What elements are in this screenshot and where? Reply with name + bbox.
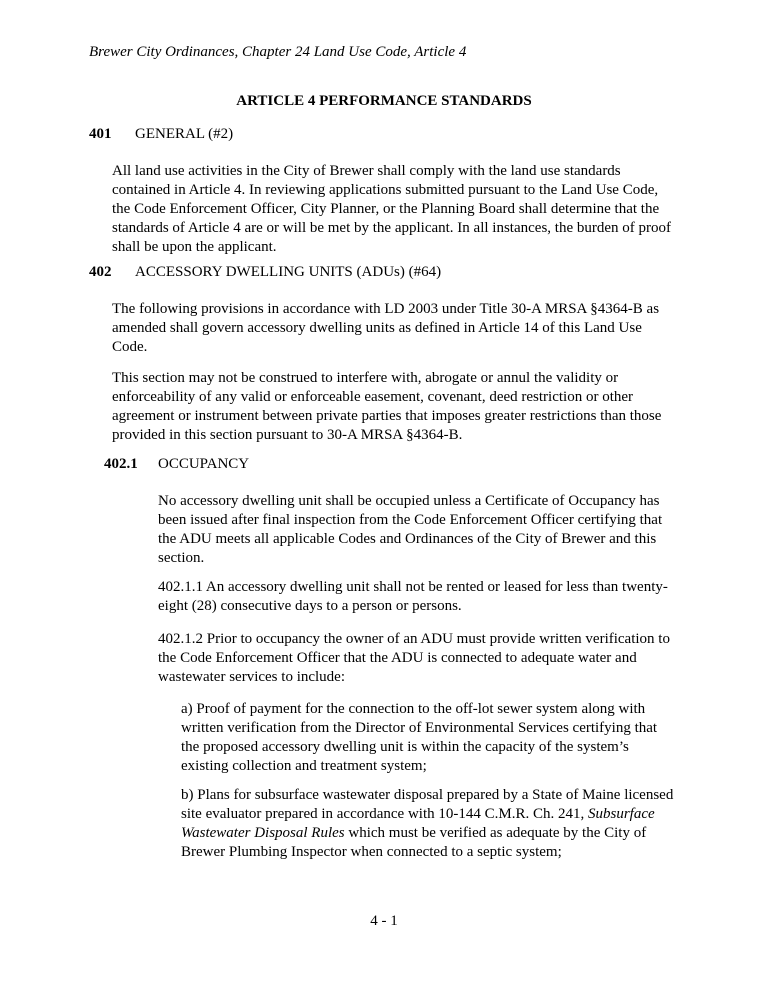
paragraph-402-provisions: The following provisions in accordance with LD 2003 under Title 30-A MRSA §4364-B as amended shall govern accessory dwelling units as defined in Article 14 of this Land Use Code. bbox=[112, 301, 660, 355]
section-label: GENERAL (#2) bbox=[135, 126, 234, 142]
section-number: 402.1 bbox=[104, 456, 138, 472]
article-title: ARTICLE 4 PERFORMANCE STANDARDS bbox=[236, 93, 532, 109]
page-number: 4 - 1 bbox=[370, 913, 398, 929]
section-number: 401 bbox=[89, 126, 112, 142]
paragraph-402-1-1: 402.1.1 An accessory dwelling unit shall not be rented or leased for less than twenty-eight (28) consecutive days to a person or persons. bbox=[158, 579, 668, 614]
paragraph-item-b bbox=[181, 786, 676, 862]
section-label: OCCUPANCY bbox=[158, 456, 250, 472]
running-header: Brewer City Ordinances, Chapter 24 Land Use Code, Article 4 bbox=[89, 44, 467, 60]
item-b-text-end: which must be verified as adequate by the City of Brewer Plumbing Inspector when connected to a septic system; bbox=[181, 825, 647, 860]
section-label: ACCESSORY DWELLING UNITS (ADUs) (#64) bbox=[135, 264, 442, 280]
paragraph-402-1: No accessory dwelling unit shall be occupied unless a Certificate of Occupancy has been issued after final inspection from the Code Enforcement Officer certifying that the ADU meets all applicable Codes and Ordinances of the City of Brewer and this section. bbox=[158, 493, 663, 566]
paragraph-402-1-2: 402.1.2 Prior to occupancy the owner of an ADU must provide written verification to the Code Enforcement Officer that the ADU is connected to adequate water and wastewater services to include: bbox=[158, 631, 670, 685]
item-b-text: b) Plans for subsurface wastewater disposal prepared by a State of Maine licensed site evaluator prepared in accordance with 10-144 C.M.R. Ch. 241, bbox=[181, 787, 674, 822]
paragraph-402-construction: This section may not be construed to interfere with, abrogate or annul the validity or enforceability of any valid or enforceable easement, covenant, deed restriction or other agreement or instrument between private parties that imposes greater restrictions than those provided in this section pursuant to 30-A MRSA §4364-B. bbox=[112, 370, 662, 443]
paragraph-item-a: a) Proof of payment for the connection to the off-lot sewer system along with written verification from the Director of Environmental Services certifying that the proposed accessory dwelling unit is within the capacity of the system’s existing collection and treatment system; bbox=[181, 701, 658, 774]
section-number: 402 bbox=[89, 264, 112, 280]
item-b-rules-title: Subsurface Wastewater Disposal Rules bbox=[181, 806, 655, 841]
paragraph-401: All land use activities in the City of Brewer shall comply with the land use standards contained in Article 4. In reviewing applications submitted pursuant to the Land Use Code, the Code Enforcement Officer, City Planner, or the Planning Board shall determine that the standards of Article 4 are or will be met by the applicant. In all instances, the burden of proof shall be upon the applicant. bbox=[112, 163, 671, 255]
